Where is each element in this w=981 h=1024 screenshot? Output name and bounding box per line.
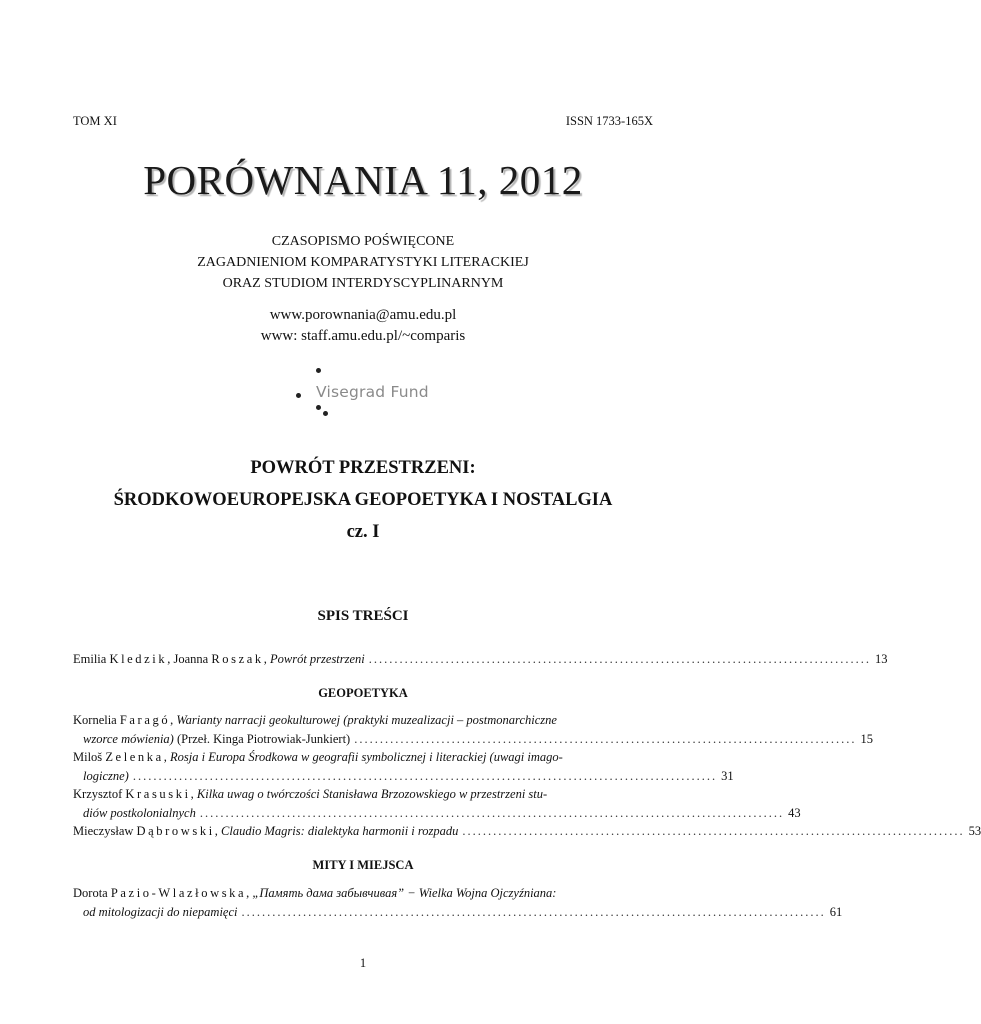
entry-text-cont: logiczne) — [83, 768, 129, 783]
toc-entry[interactable] — [73, 822, 981, 841]
section-heading-mity: MITY I MIEJSCA — [312, 858, 414, 872]
dot-leader: .................................................................................................. — [462, 824, 965, 838]
logo-dot-icon — [316, 405, 321, 410]
dot-leader: .................................................................................................................. — [132, 768, 718, 783]
page-ref: 53 — [968, 824, 981, 838]
toc-entry[interactable] — [73, 748, 734, 785]
visegrad-fund-logo — [286, 360, 446, 422]
dot-leader: .................................................................................................. — [354, 731, 857, 746]
entry-text: Mieczysław Dąbrowski, Claudio Magris: dialektyka harmonii i rozpadu — [73, 824, 459, 838]
journal-title: PORÓWNANIA 11, 2012 — [143, 157, 583, 203]
dot-leader: .................................................................................................. — [368, 652, 872, 666]
entry-text: Emilia Kledzik, Joanna Roszak, Powrót przestrzeni — [73, 652, 365, 666]
email-link[interactable]: www.porownania@amu.edu.pl — [269, 307, 457, 323]
entry-text: Dorota Pazio-Wlazłowska, „Память дама забывчивая” − Wielka Wojna Ojczyźniana: — [73, 886, 557, 900]
toc-entry[interactable] — [73, 785, 801, 822]
dot-leader: .................................................................................................................. — [199, 805, 785, 820]
toc-entry[interactable] — [73, 711, 873, 748]
subtitle-line-2: ZAGADNIENIOM KOMPARATYSTYKI LITERACKIEJ — [197, 255, 529, 270]
page-ref: 15 — [860, 731, 873, 746]
entry-text: Miloš Zelenka, Rosja i Europa Środkowa w geografii symbolicznej i literackiej (uwagi imago- — [73, 750, 563, 764]
logo-text: Visegrad Fund — [316, 383, 429, 401]
toc-heading: SPIS TREŚCI — [317, 608, 409, 624]
page-ref: 31 — [721, 768, 734, 783]
logo-dot-icon — [296, 393, 301, 398]
section-heading-geopoetyka: GEOPOETYKA — [318, 686, 408, 700]
entry-text: Kornelia Faragó, Warianty narracji geokulturowej (praktyki muzealizacji – postmonarchiczne — [73, 713, 557, 727]
page-ref: 13 — [875, 652, 888, 666]
toc-entry[interactable] — [73, 650, 888, 669]
logo-dot-icon — [316, 368, 321, 373]
subtitle-line-1: CZASOPISMO POŚWIĘCONE — [271, 234, 455, 249]
page-number: 1 — [359, 956, 367, 970]
entry-text-cont: wzorce mówienia) (Przeł. Kinga Piotrowiak-Junkiert) — [83, 731, 351, 746]
toc-entry[interactable] — [73, 884, 843, 921]
issn-label: ISSN 1733-165X — [565, 114, 653, 128]
entry-text-cont: od mitologizacji do niepamięci — [83, 904, 238, 919]
entry-text-cont: diów postkolonialnych — [83, 805, 196, 820]
logo-dot-icon — [323, 411, 328, 416]
volume-label: TOM XI — [73, 114, 117, 128]
page-ref: 43 — [788, 805, 801, 820]
theme-line-1: POWRÓT PRZESTRZENI: — [250, 458, 476, 478]
subtitle-line-3: ORAZ STUDIOM INTERDYSCYPLINARNYM — [222, 276, 504, 291]
entry-text: Krzysztof Krasuski, Kilka uwag o twórczości Stanisława Brzozowskiego w przestrzeni stu- — [73, 787, 548, 801]
website-link[interactable]: www: staff.amu.edu.pl/~comparis — [260, 328, 466, 344]
page-ref: 61 — [829, 904, 843, 919]
theme-line-3: cz. I — [346, 522, 380, 542]
theme-line-2: ŚRODKOWOEUROPEJSKA GEOPOETYKA I NOSTALGIA — [113, 490, 613, 510]
dot-leader: .................................................................................................................. — [241, 904, 826, 919]
